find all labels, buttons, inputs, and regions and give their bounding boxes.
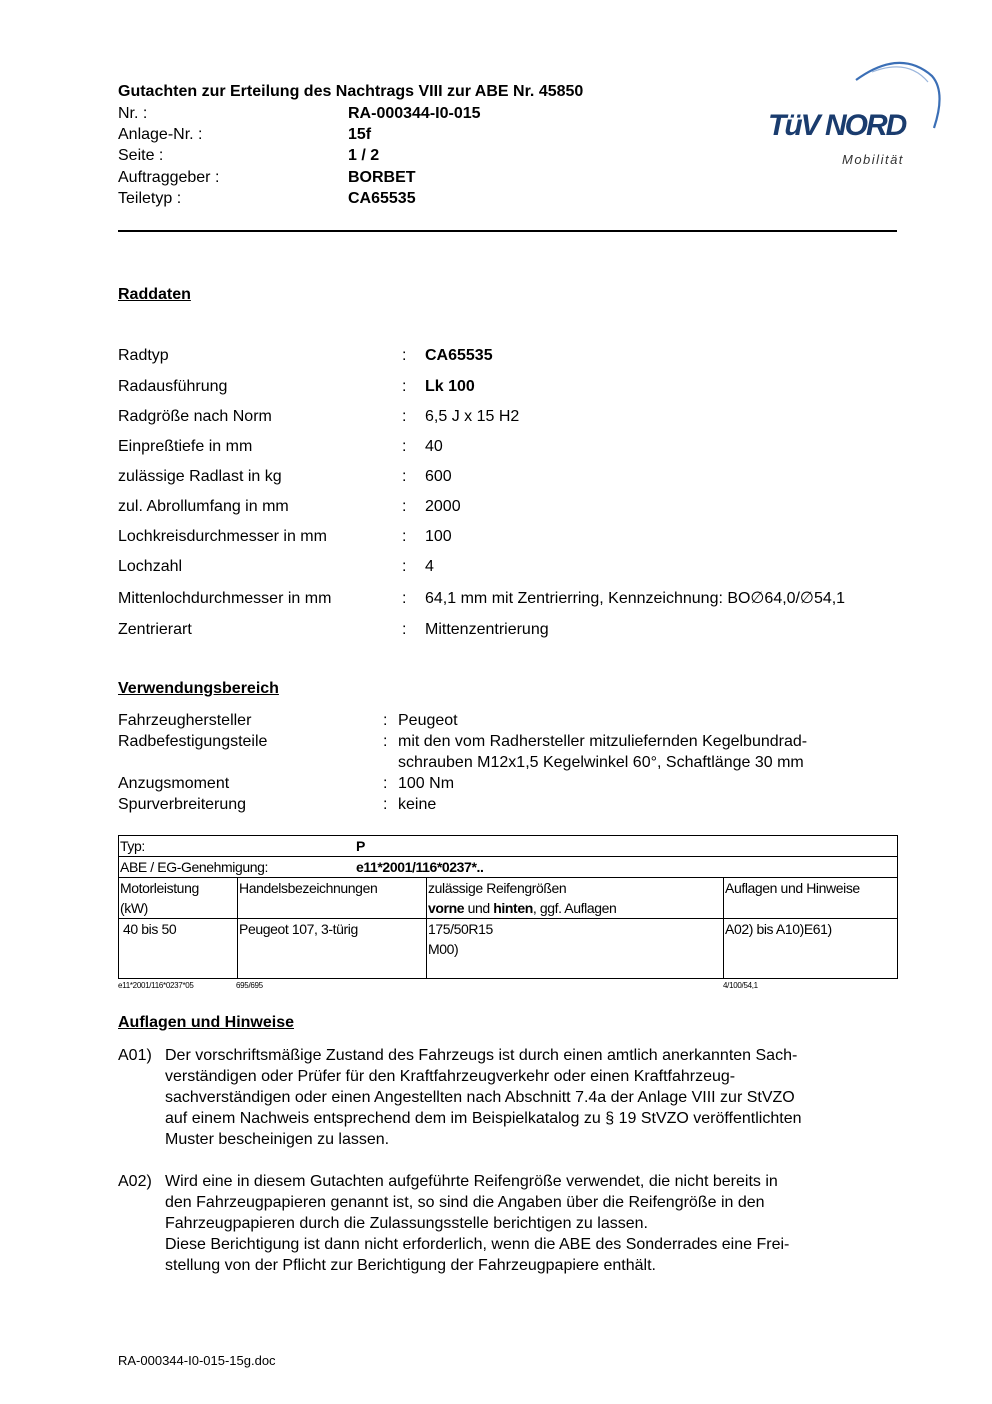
col-header-reifen [427, 878, 724, 919]
typ-table [118, 835, 898, 979]
colon: : [402, 378, 407, 395]
note-line: auf einem Nachweis entsprechend dem im Beispielkatalog zu § 19 StVZO veröffentlichten [165, 1110, 802, 1127]
note-line: Wird eine in diesem Gutachten aufgeführte Reifengröße verwendet, die nicht bereits in [165, 1173, 778, 1190]
col-header-rest: , ggf. Auflagen [532, 900, 617, 916]
note-number: A01) [118, 1047, 152, 1064]
cell-auflagen: A02) bis A10)E61) [724, 919, 898, 979]
verwendung-value: Peugeot [398, 712, 458, 729]
raddaten-label: Radgröße nach Norm [118, 408, 272, 425]
abe-row [119, 857, 898, 878]
abe-cell [119, 857, 898, 878]
col-header-handel: Handelsbezeichnungen [238, 878, 427, 919]
raddaten-value: 4 [425, 558, 434, 575]
verwendung-label: Anzugsmoment [118, 775, 230, 792]
cell-reifen-line1: 175/50R15 [428, 921, 493, 937]
col-header-motor-line1: Motorleistung [120, 880, 199, 896]
note-line: Diese Berichtigung ist dann nicht erforderlich, wenn die ABE des Sonderrades eine Frei- [165, 1236, 790, 1253]
raddaten-value: 40 [425, 438, 443, 455]
verwendung-title: Verwendungsbereich [118, 680, 279, 697]
table-header-row [119, 878, 898, 919]
verwendung-value: schrauben M12x1,5 Kegelwinkel 60°, Schaftlänge 30 mm [398, 754, 804, 771]
col-header-auflagen: Auflagen und Hinweise [724, 878, 898, 919]
header-value-seite: 1 / 2 [348, 147, 380, 164]
tuv-nord-logo [760, 58, 942, 173]
note-text [165, 1045, 905, 1150]
table-row [119, 919, 898, 979]
typ-row [119, 836, 898, 857]
raddaten-label: Lochkreisdurchmesser in mm [118, 528, 327, 545]
raddaten-value: 2000 [425, 498, 461, 515]
abe-value: e11*2001/116*0237*.. [356, 859, 484, 875]
col-header-vorne: vorne [428, 900, 465, 916]
header-divider [118, 230, 897, 232]
cell-handel: Peugeot 107, 3-türig [238, 919, 427, 979]
col-header-hinten: hinten [493, 900, 533, 916]
footer-filename: RA-000344-I0-015-15g.doc [118, 1353, 276, 1368]
table-footer-left: e11*2001/116*0237*05 [118, 981, 194, 990]
col-header-motor-line2: (kW) [120, 900, 148, 916]
raddaten-label: Einpreßtiefe in mm [118, 438, 253, 455]
raddaten-label: zul. Abrollumfang in mm [118, 498, 289, 515]
header-label-nr: Nr. : [118, 105, 148, 122]
colon: : [402, 438, 407, 455]
note-line: den Fahrzeugpapieren genannt ist, so sind die Angaben über die Reifengröße in den [165, 1194, 765, 1211]
colon: : [402, 408, 407, 425]
raddaten-title: Raddaten [118, 286, 191, 303]
raddaten-label: Radtyp [118, 347, 169, 364]
note-line: stellung von der Pflicht zur Berichtigung der Fahrzeugpapiere enthält. [165, 1257, 656, 1274]
verwendung-label: Radbefestigungsteile [118, 733, 268, 750]
verwendung-value: mit den vom Radhersteller mitzuliefernden Kegelbundrad- [398, 733, 808, 750]
colon: : [402, 621, 407, 638]
header-label-seite: Seite : [118, 147, 164, 164]
verwendung-label: Fahrzeughersteller [118, 712, 252, 729]
note-line: Muster bescheinigen zu lassen. [165, 1131, 390, 1148]
header-value-anlage: 15f [348, 126, 372, 143]
typ-label: Typ: [120, 838, 145, 854]
logo-brand-text: TüV NORD [768, 109, 906, 142]
raddaten-label: Radausführung [118, 378, 228, 395]
verwendung-value: keine [398, 796, 437, 813]
cell-motor: 40 bis 50 [119, 919, 238, 979]
colon: : [402, 347, 407, 364]
verwendung-value: 100 Nm [398, 775, 455, 792]
table-footer-mid: 695/695 [236, 981, 263, 990]
header-label-teiletyp: Teiletyp : [118, 190, 182, 207]
typ-value: P [356, 838, 365, 854]
header-value-teiletyp: CA65535 [348, 190, 416, 207]
colon: : [402, 468, 407, 485]
col-header-reifen-line1: zulässige Reifengrößen [428, 880, 567, 896]
note-line: sachverständigen oder einen Angestellten nach Abschnitt 7.4a der Anlage VIII zur StVZO [165, 1089, 795, 1106]
raddaten-label: Lochzahl [118, 558, 183, 575]
header-label-auftraggeber: Auftraggeber : [118, 169, 220, 186]
colon: : [402, 558, 407, 575]
raddaten-value: Mittenzentrierung [425, 621, 549, 638]
col-header-reifen-line2 [428, 898, 722, 918]
colon: : [383, 775, 388, 792]
col-header-motor [119, 878, 238, 919]
document-title: Gutachten zur Erteilung des Nachtrags VIII zur ABE Nr. 45850 [118, 83, 584, 100]
raddaten-value: 600 [425, 468, 452, 485]
colon: : [383, 712, 388, 729]
raddaten-value: 6,5 J x 15 H2 [425, 408, 520, 425]
note-line: Fahrzeugpapieren durch die Zulassungsstelle berichtigen zu lassen. [165, 1215, 648, 1232]
raddaten-label: zulässige Radlast in kg [118, 468, 282, 485]
auflagen-title: Auflagen und Hinweise [118, 1014, 295, 1031]
cell-reifen [427, 919, 724, 979]
header-value-nr: RA-000344-I0-015 [348, 105, 481, 122]
raddaten-value: 100 [425, 528, 452, 545]
raddaten-label: Zentrierart [118, 621, 192, 638]
raddaten-label: Mittenlochdurchmesser in mm [118, 590, 332, 607]
header-value-auftraggeber: BORBET [348, 169, 416, 186]
cell-reifen-line2: M00) [428, 941, 459, 957]
logo-subtitle: Mobilität [842, 152, 904, 167]
note-text [165, 1171, 905, 1276]
header-label-anlage: Anlage-Nr. : [118, 126, 203, 143]
abe-label: ABE / EG-Genehmigung: [120, 859, 269, 875]
raddaten-value: CA65535 [425, 347, 493, 364]
table-footer-right: 4/100/54,1 [723, 981, 758, 990]
note-line: verständigen oder Prüfer für den Kraftfahrzeugverkehr oder einen Kraftfahrzeug- [165, 1068, 736, 1085]
note-number: A02) [118, 1173, 152, 1190]
col-header-und: und [464, 900, 494, 916]
colon: : [383, 796, 388, 813]
colon: : [402, 528, 407, 545]
raddaten-value: Lk 100 [425, 378, 475, 395]
colon: : [383, 733, 388, 750]
note-line: Der vorschriftsmäßige Zustand des Fahrzeugs ist durch einen amtlich anerkannten Sach- [165, 1047, 798, 1064]
colon: : [402, 590, 407, 607]
raddaten-value: 64,1 mm mit Zentrierring, Kennzeichnung: BO∅64,0/∅54,1 [425, 590, 846, 607]
colon: : [402, 498, 407, 515]
typ-cell [119, 836, 898, 857]
verwendung-label: Spurverbreiterung [118, 796, 247, 813]
